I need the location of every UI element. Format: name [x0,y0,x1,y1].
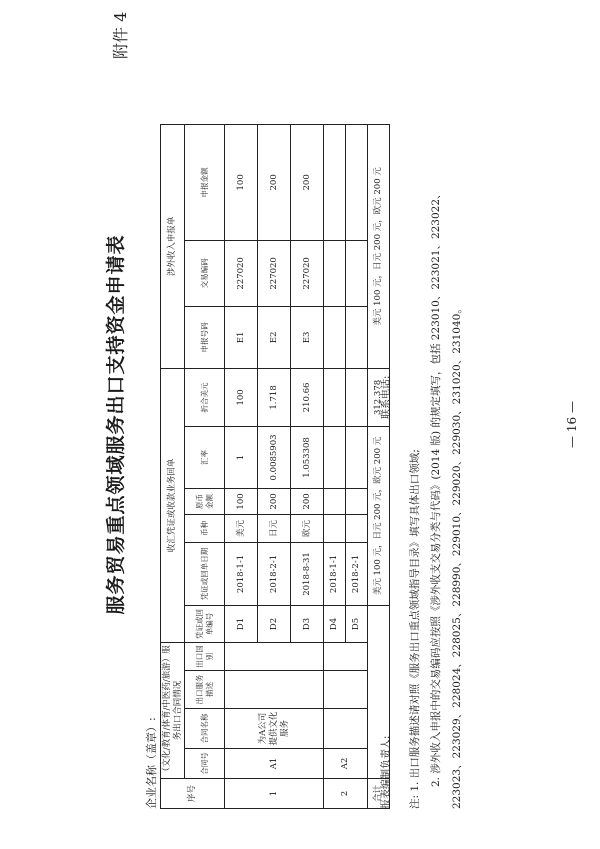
table-row [324,124,346,808]
page-number: — 16 — [565,401,579,448]
preparer-label: 报表编制负责人: [381,735,392,809]
header-amount: 原币金额 [185,488,225,514]
voucher-date: 2018-1-1 [225,542,258,605]
total-amount: 美元 100 元，日元 200 元，欧元 200 元 [368,426,390,605]
row1-country [225,642,324,670]
usd: 100 [225,368,258,426]
header-currency: 币种 [185,514,225,542]
voucher-no: D1 [225,605,258,642]
application-table [160,124,390,809]
header-contract-group: （文化/教育/体育/中医药/旅游）服务出口合同情况 [161,642,185,778]
note-1: 注: 1. 出口服务描述请对照《服务出口重点领域指导目录》填写具体出口领域; [409,449,421,809]
header-contract-no: 合同号 [185,749,225,779]
total-apply: 美元 100 元，日元 200 元，欧元 200 元 [368,124,390,368]
apply-amount: 100 [225,124,258,240]
trade-code: 227020 [225,240,258,306]
rate: 1 [225,426,258,488]
report-no: E3 [291,306,324,368]
row1-contract-name: 为A公司提供文化服务 [225,709,324,749]
amount: 200 [258,488,291,514]
rate: 0.0085903 [258,426,291,488]
trade-code: 227020 [258,240,291,306]
report-no: E1 [225,306,258,368]
company-name-label: 企业名称（盖章）: [145,717,158,809]
voucher-date: 2018-2-1 [258,542,291,605]
row1-seq: 1 [225,779,324,809]
phone-label: 联系电话: [381,375,392,419]
voucher-no: D2 [258,605,291,642]
rate: 1.053308 [291,426,324,488]
header-rate: 汇率 [185,426,225,488]
total-label: 合计 [368,779,390,809]
usd: 1.718 [258,368,291,426]
usd: 210.66 [291,368,324,426]
amount: 200 [291,488,324,514]
total-usd: 312.378 [368,368,390,426]
currency: 欧元 [291,514,324,542]
apply-amount: 200 [291,124,324,240]
apply-amount: 200 [258,124,291,240]
header-report-group: 涉外收入申报单 [161,124,185,368]
report-no: E2 [258,306,291,368]
header-voucher-no: 凭证或回单编号 [185,605,225,642]
table-row [225,124,258,808]
row2-contract-no: A2 [324,749,368,779]
currency: 日元 [258,514,291,542]
voucher-date: 2018-1-1 [324,542,346,605]
header-service-desc: 出口服务描述 [185,671,225,709]
row1-service-desc [225,671,324,709]
voucher-no: D5 [346,605,368,642]
notes [405,89,468,809]
header-seq: 序号 [161,779,225,809]
header-report-no: 申报号码 [185,306,225,368]
page-title: 服务贸易重点领域服务出口支持资金申请表 [105,234,127,615]
header-trade-code: 交易编码 [185,240,225,306]
row1-contract-no: A1 [225,749,324,779]
total-row [368,124,390,808]
row2-seq: 2 [324,779,368,809]
amount: 100 [225,488,258,514]
voucher-date: 2018-8-31 [291,542,324,605]
header-usd: 折合美元 [185,368,225,426]
voucher-no: D3 [291,605,324,642]
voucher-no: D4 [324,605,346,642]
header-voucher-group: 收汇凭证或收款业务回单 [161,368,185,642]
attachment-label: 附件 4 [111,11,130,59]
header-contract-name: 合同名称 [185,709,225,749]
header-apply-amount: 申报金额 [185,124,225,240]
currency: 美元 [225,514,258,542]
note-3: 223023、223029、228024、228025、228990、229010、229020、229030、231020、231040。 [451,303,463,809]
trade-code: 227020 [291,240,324,306]
header-voucher-date: 凭证或回单日期 [185,542,225,605]
note-2: 2. 涉外收入申报中的交易编码应按照《涉外收支交易分类与代码》(2014 版) 的规定填写，包括 223010、223021、223022、 [430,188,442,787]
voucher-date: 2018-2-1 [346,542,368,605]
header-country: 出口国别 [185,642,225,670]
